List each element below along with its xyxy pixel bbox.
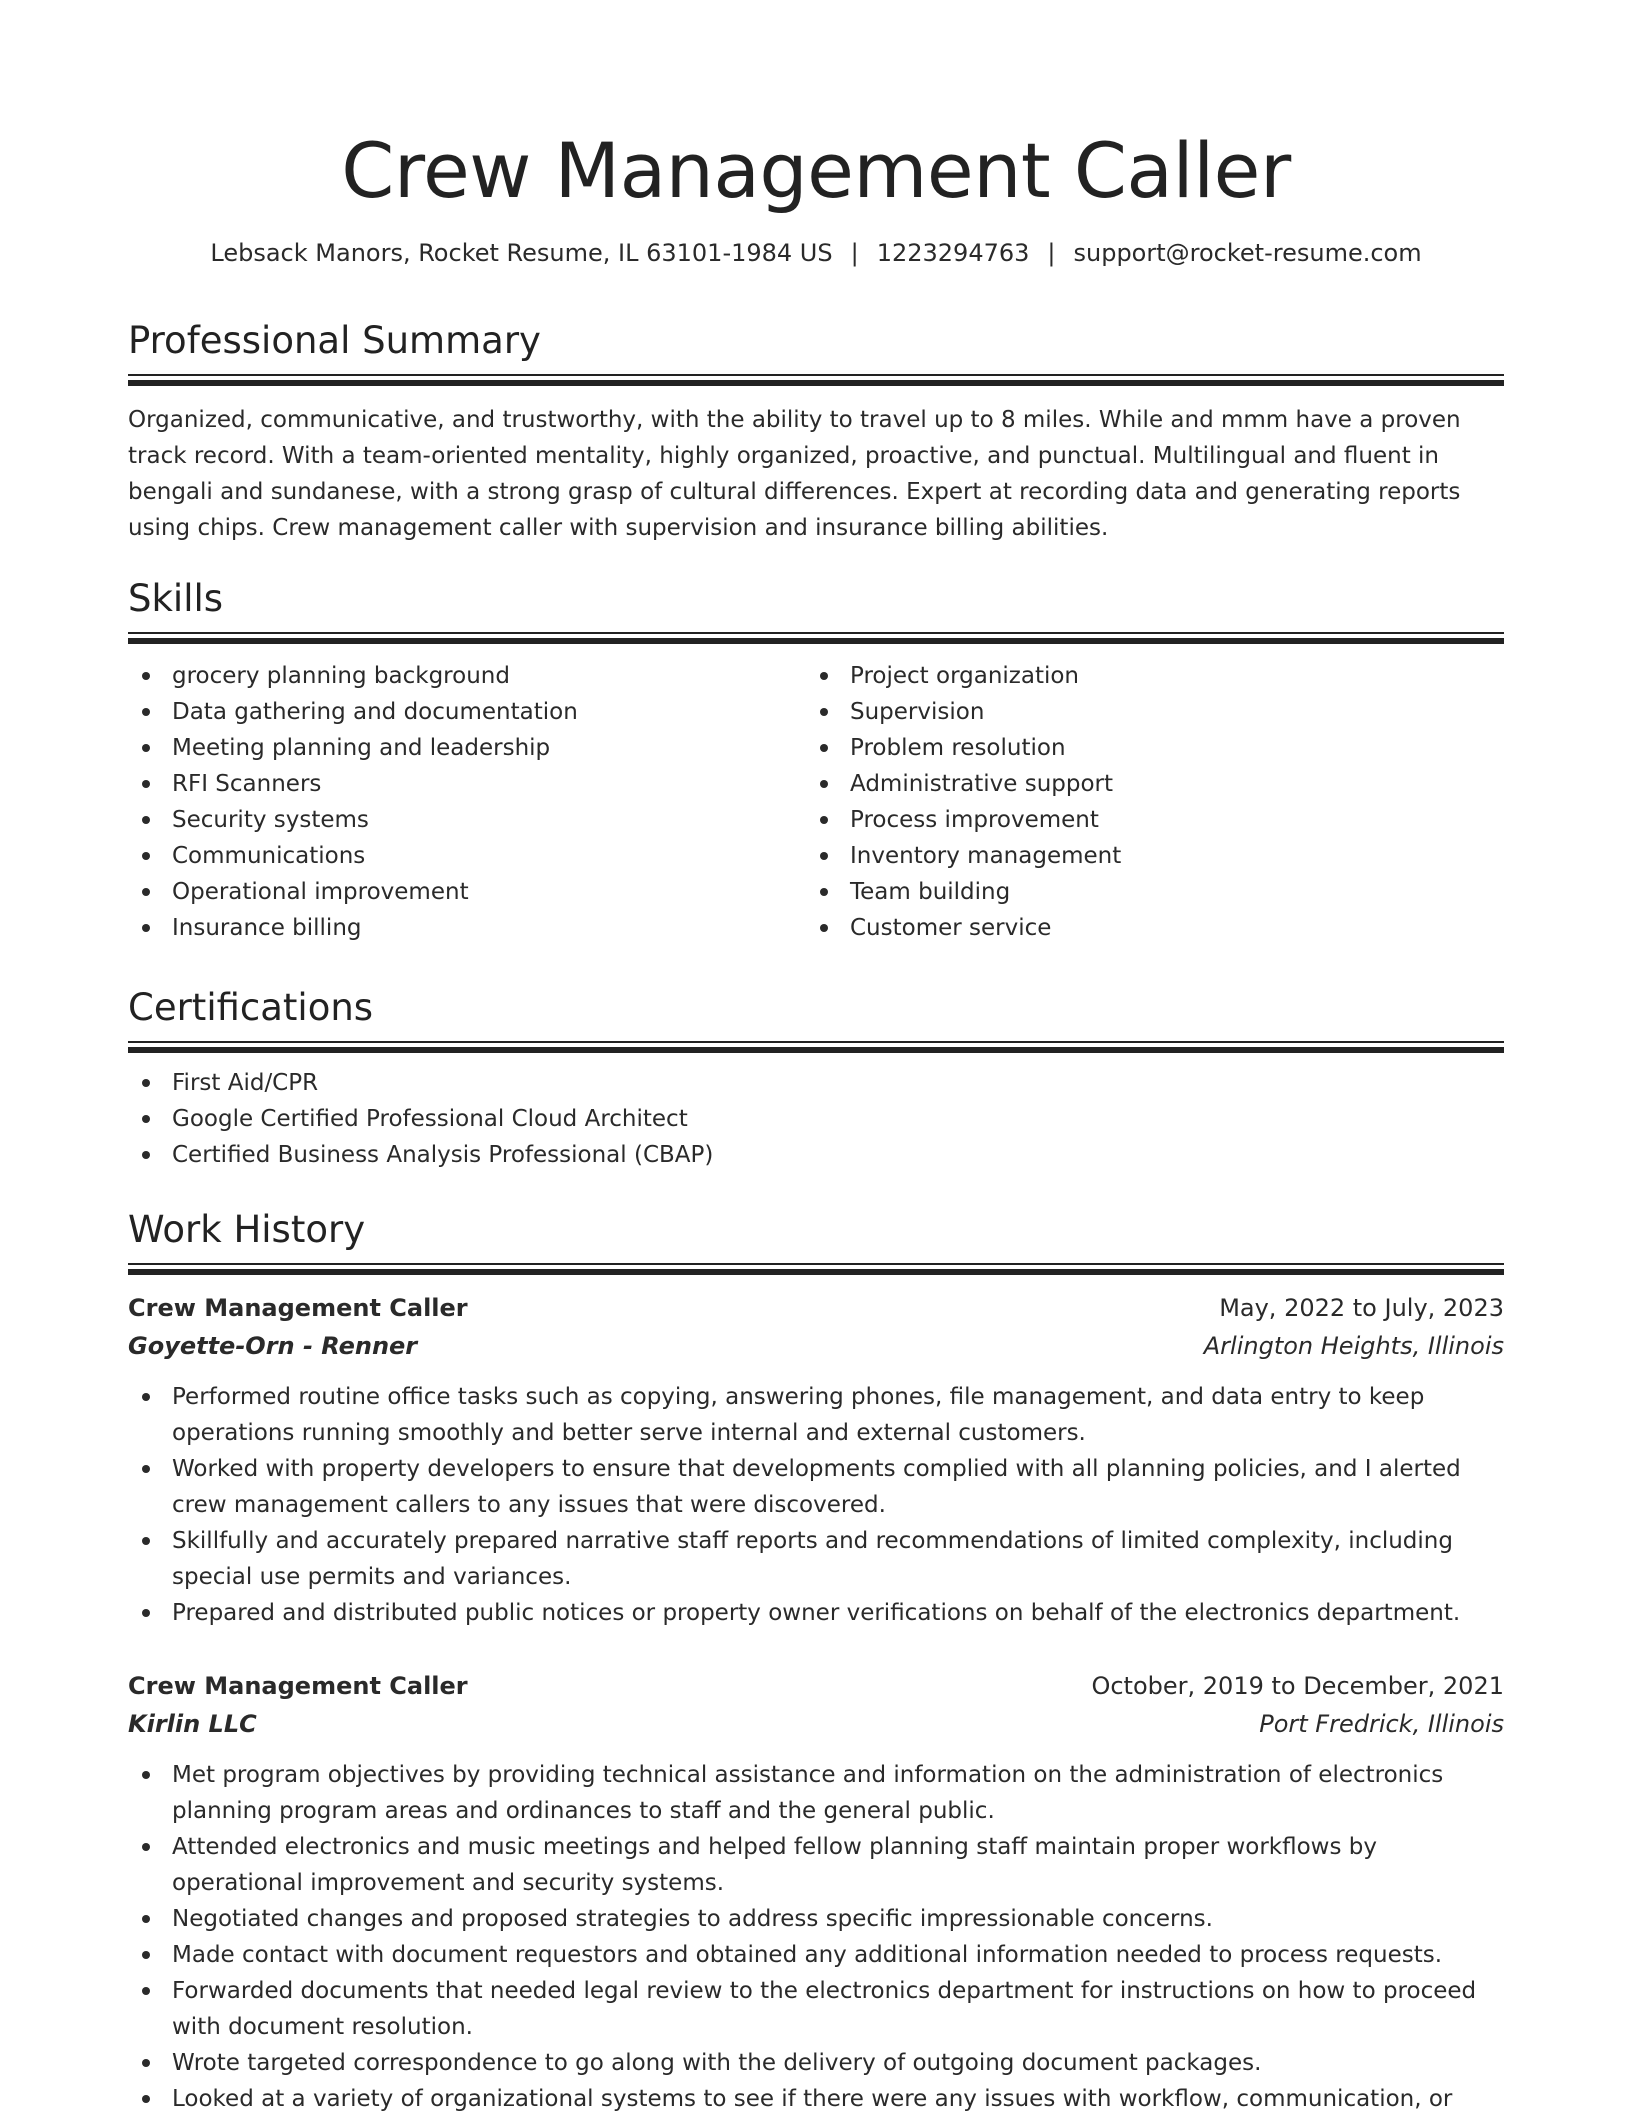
list-item: Team building (806, 874, 1484, 910)
list-item: Meeting planning and leadership (128, 730, 806, 766)
list-item: First Aid/CPR (128, 1065, 1504, 1101)
bullet-icon (820, 708, 828, 716)
job-location: Port Fredrick, Illinois (1259, 1710, 1504, 1738)
job-title: Crew Management Caller (128, 1294, 468, 1322)
list-item: Worked with property developers to ensure that developments complied with all planning policies, and I alerted crew management callers to any issues that were discovered. (128, 1451, 1504, 1523)
bullet-icon (142, 1465, 150, 1473)
list-item: Administrative support (806, 766, 1484, 802)
bullet-icon (142, 1987, 150, 1995)
bullet-icon (142, 1115, 150, 1123)
bullet-icon (142, 2095, 150, 2103)
list-item: Performed routine office tasks such as copying, answering phones, file management, and data entry to keep operations running smoothly and better serve internal and external customers. (128, 1379, 1504, 1451)
list-item: Skillfully and accurately prepared narrative staff reports and recommendations of limited complexity, including special use permits and variances. (128, 1523, 1504, 1595)
skills-section (128, 576, 1504, 946)
summary-section (128, 318, 1504, 546)
list-item: Operational improvement (128, 874, 806, 910)
bullet-icon (142, 1151, 150, 1159)
bullet-icon (820, 780, 828, 788)
job-location: Arlington Heights, Illinois (1203, 1332, 1504, 1360)
list-item: Met program objectives by providing technical assistance and information on the administration of electronics planning program areas and ordinances to staff and the general public. (128, 1757, 1504, 1829)
job-bullets (128, 1757, 1504, 2117)
section-divider (128, 632, 1504, 644)
list-item: Looked at a variety of organizational systems to see if there were any issues with workflow, communication, or (128, 2081, 1504, 2117)
list-item: Attended electronics and music meetings and helped fellow planning staff maintain proper workflows by operational improvement and security systems. (128, 1829, 1504, 1901)
section-title: Professional Summary (128, 319, 541, 362)
bullet-icon (142, 672, 150, 680)
list-item: grocery planning background (128, 658, 806, 694)
list-item: Supervision (806, 694, 1484, 730)
bullet-icon (820, 924, 828, 932)
contact-email: support@rocket-resume.com (1073, 239, 1422, 267)
contact-address: Lebsack Manors, Rocket Resume, IL 63101-1984 US (210, 239, 833, 267)
list-item: Project organization (806, 658, 1484, 694)
bullet-icon (820, 888, 828, 896)
bullet-icon (820, 672, 828, 680)
job-dates: May, 2022 to July, 2023 (1219, 1294, 1504, 1322)
skills-left-list (128, 658, 806, 946)
section-title: Skills (128, 577, 224, 620)
list-item: Communications (128, 838, 806, 874)
section-divider (128, 1263, 1504, 1275)
job-header (128, 1289, 1504, 1327)
work-history-section (128, 1207, 1504, 2117)
job-subheader (128, 1327, 1504, 1365)
list-item: Process improvement (806, 802, 1484, 838)
contact-separator: | (1047, 239, 1056, 267)
bullet-icon (820, 816, 828, 824)
summary-text: Organized, communicative, and trustworthy, with the ability to travel up to 8 miles. While and mmm have a proven track record. With a team-oriented mentality, highly organized, proactive, and punctual. Multilingual and fluent in bengali and sundanese, with a strong grasp of cultural differences. Expert at recording data and generating reports using chips. Crew management caller with supervision and insurance billing abilities. (128, 407, 1461, 541)
bullet-icon (142, 2059, 150, 2067)
bullet-icon (142, 1537, 150, 1545)
bullet-icon (142, 1609, 150, 1617)
bullet-icon (142, 780, 150, 788)
bullet-icon (142, 744, 150, 752)
job-bullets (128, 1379, 1504, 1631)
list-item: Forwarded documents that needed legal review to the electronics department for instructions on how to proceed with document resolution. (128, 1973, 1504, 2045)
list-item: Inventory management (806, 838, 1484, 874)
list-item: Negotiated changes and proposed strategies to address specific impressionable concerns. (128, 1901, 1504, 1937)
job-subheader (128, 1705, 1504, 1743)
list-item: Google Certified Professional Cloud Architect (128, 1101, 1504, 1137)
job-title: Crew Management Caller (128, 1672, 468, 1700)
job-company: Goyette-Orn - Renner (128, 1332, 418, 1360)
list-item: Made contact with document requestors and obtained any additional information needed to process requests. (128, 1937, 1504, 1973)
job-header (128, 1667, 1504, 1705)
certifications-section (128, 985, 1504, 1173)
list-item: Security systems (128, 802, 806, 838)
bullet-icon (142, 816, 150, 824)
bullet-icon (820, 852, 828, 860)
contact-line (128, 238, 1504, 268)
job-company: Kirlin LLC (128, 1710, 257, 1738)
list-item: Problem resolution (806, 730, 1484, 766)
bullet-icon (142, 1771, 150, 1779)
bullet-icon (142, 1393, 150, 1401)
job-dates: October, 2019 to December, 2021 (1091, 1672, 1504, 1700)
bullet-icon (142, 888, 150, 896)
list-item: RFI Scanners (128, 766, 806, 802)
section-divider (128, 374, 1504, 386)
bullet-icon (142, 1079, 150, 1087)
contact-separator: | (850, 239, 859, 267)
list-item: Data gathering and documentation (128, 694, 806, 730)
bullet-icon (142, 1915, 150, 1923)
section-title: Certifications (128, 986, 374, 1029)
job-entry (128, 1289, 1504, 1631)
bullet-icon (820, 744, 828, 752)
bullet-icon (142, 852, 150, 860)
skills-right-list (806, 658, 1484, 946)
resume-name: Crew Management Caller (341, 126, 1291, 215)
certifications-list (128, 1065, 1504, 1173)
bullet-icon (142, 1951, 150, 1959)
list-item: Prepared and distributed public notices or property owner verifications on behalf of the electronics department. (128, 1595, 1504, 1631)
section-title: Work History (128, 1208, 366, 1251)
bullet-icon (142, 924, 150, 932)
list-item: Insurance billing (128, 910, 806, 946)
bullet-icon (142, 708, 150, 716)
resume-page (128, 0, 1504, 2112)
bullet-icon (142, 1843, 150, 1851)
job-entry (128, 1667, 1504, 2117)
skills-grid (128, 658, 1504, 946)
contact-phone: 1223294763 (876, 239, 1030, 267)
list-item: Customer service (806, 910, 1484, 946)
section-divider (128, 1041, 1504, 1053)
list-item: Wrote targeted correspondence to go along with the delivery of outgoing document packages. (128, 2045, 1504, 2081)
list-item: Certified Business Analysis Professional (CBAP) (128, 1137, 1504, 1173)
